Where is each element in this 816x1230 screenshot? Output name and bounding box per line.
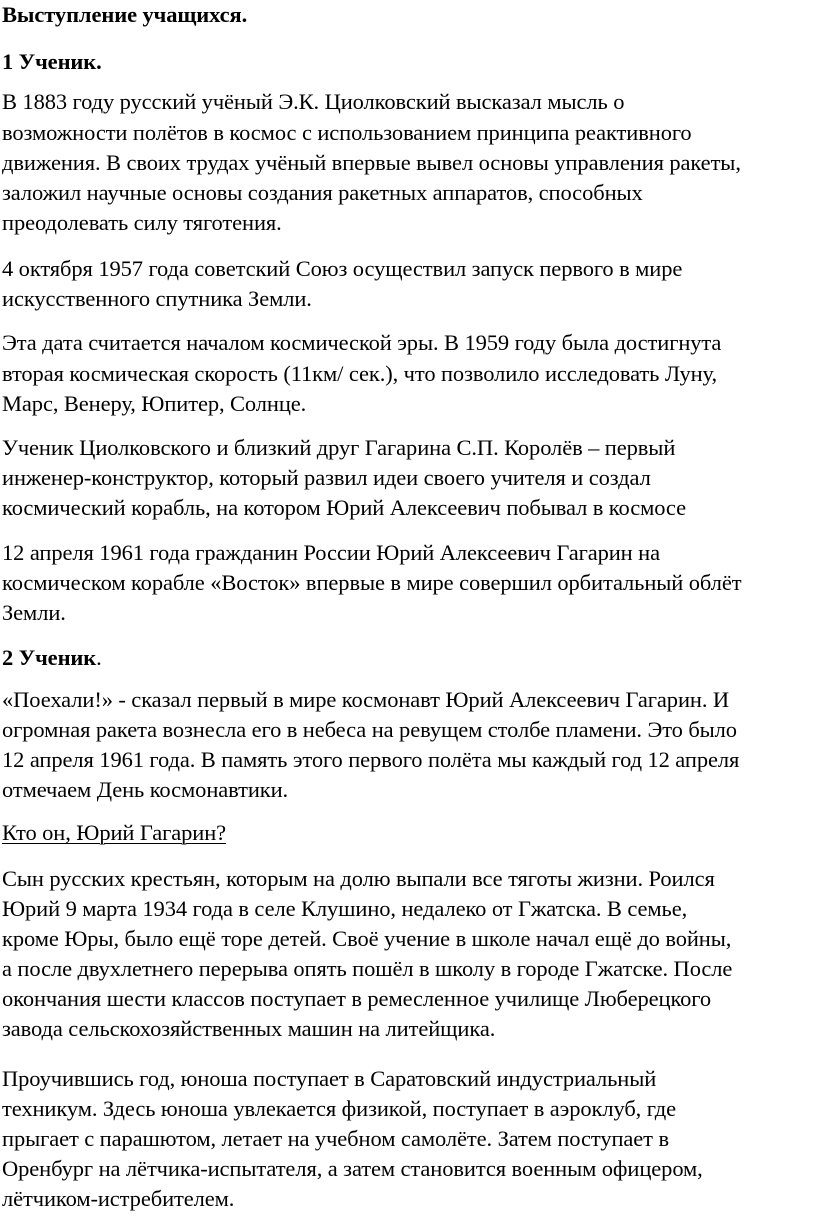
paragraph-line: Сын русских крестьян, которым на долю выпали все тяготы жизни. Роился: [2, 866, 715, 891]
paragraph-line: а после двухлетнего перерыва опять пошёл в школу в городе Гжатске. После: [2, 956, 733, 981]
section2-heading: [2, 643, 102, 673]
paragraph-line: 12 апреля 1961 года. В память этого первого полёта мы каждый год 12 апреля: [2, 747, 740, 772]
paragraph-line: отмечаем День космонавтики.: [2, 777, 289, 802]
section1-heading: 1 Ученик.: [2, 49, 102, 74]
paragraph-line: кроме Юры, было ещё торе детей. Своё учение в школе начал ещё до войны,: [2, 926, 732, 951]
paragraph-line: прыгает с парашютом, летает на учебном самолёте. Затем поступает в: [2, 1126, 669, 1151]
paragraph-line: космическом корабле «Восток» впервые в мире совершил орбитальный облёт: [2, 570, 742, 595]
paragraph-line: 12 апреля 1961 года гражданин России Юрий Алексеевич Гагарин на: [2, 540, 660, 565]
paragraph-line: Эта дата считается началом космической эры. В 1959 году была достигнута: [2, 330, 722, 355]
paragraph-line: Земли.: [2, 600, 66, 625]
paragraph-line: «Поехали!» - сказал первый в мире космонавт Юрий Алексеевич Гагарин. И: [2, 687, 730, 712]
paragraph-line: преодолевать силу тяготения.: [2, 210, 282, 235]
paragraph-line: искусственного спутника Земли.: [2, 286, 312, 311]
paragraph-line: лётчиком-истребителем.: [2, 1186, 235, 1211]
paragraph-line: движения. В своих трудах учёный впервые вывел основы управления ракеты,: [2, 150, 741, 175]
paragraph-line: завода сельскохозяйственных машин на литейщика.: [2, 1016, 496, 1041]
paragraph-line: космический корабль, на котором Юрий Алексеевич побывал в космосе: [2, 495, 686, 520]
paragraph-line: Оренбург на лётчика-испытателя, а затем становится военным офицером,: [2, 1156, 703, 1181]
paragraph-line: возможности полётов в космос с использованием принципа реактивного: [2, 120, 692, 145]
paragraph-line: Марс, Венеру, Юпитер, Солнце.: [2, 391, 307, 416]
section2-subheading: Кто он, Юрий Гагарин?: [2, 820, 227, 845]
paragraph-line: инженер-конструктор, который развил идеи своего учителя и создал: [2, 465, 651, 490]
paragraph-line: техникум. Здесь юноша увлекается физикой, поступает в аэроклуб, где: [2, 1096, 676, 1121]
section2-heading-rest: .: [96, 645, 102, 670]
paragraph-line: окончания шести классов поступает в ремесленное училище Люберецкого: [2, 986, 712, 1011]
paragraph-line: Ученик Циолковского и близкий друг Гагарина С.П. Королёв – первый: [2, 435, 676, 460]
paragraph-line: огромная ракета вознесла его в небеса на ревущем столбе пламени. Это было: [2, 717, 737, 742]
paragraph-line: Проучившись год, юноша поступает в Саратовский индустриальный: [2, 1066, 657, 1091]
paragraph-line: вторая космическая скорость (11км/ сек.), что позволило исследовать Луну,: [2, 361, 717, 386]
document-title: Выступление учащихся.: [2, 2, 248, 27]
paragraph-line: 4 октября 1957 года советский Союз осуществил запуск первого в мире: [2, 256, 683, 281]
paragraph-line: В 1883 году русский учёный Э.К. Циолковский высказал мысль о: [2, 89, 625, 114]
paragraph-line: Юрий 9 марта 1934 года в селе Клушино, недалеко от Гжатска. В семье,: [2, 896, 688, 921]
section2-heading-bold: 2 Ученик: [2, 645, 97, 670]
paragraph-line: заложил научные основы создания ракетных аппаратов, способных: [2, 180, 643, 205]
